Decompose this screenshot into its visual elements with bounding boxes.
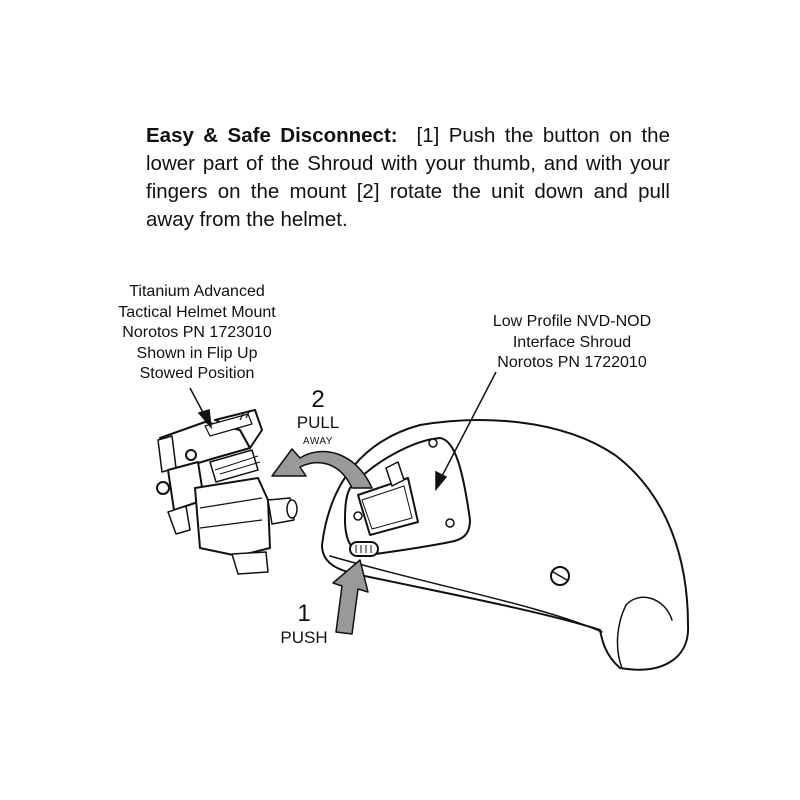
helmet-mount-illustration [157, 410, 297, 574]
mount-label-line: Titanium Advanced [129, 283, 265, 300]
push-step-number: 1 [297, 600, 311, 627]
pull-step-label: PULL [296, 413, 340, 432]
shroud-label-line: Norotos PN 1722010 [497, 354, 647, 371]
shroud-label-line: Interface Shroud [512, 333, 632, 351]
mount-label-line: Stowed Position [139, 365, 255, 382]
pull-away-arrow [272, 449, 372, 488]
release-button-icon [350, 542, 378, 556]
push-step-label: PUSH [280, 628, 328, 647]
pull-step-number: 2 [311, 386, 325, 413]
mount-label-line: Norotos PN 1723010 [122, 324, 272, 341]
pull-away-label: AWAY [303, 436, 333, 447]
shroud-label-line: Low Profile NVD-NOD [492, 313, 652, 330]
mount-label-line: Tactical Helmet Mount [118, 303, 276, 321]
instructions-heading: Easy & Safe Disconnect: [146, 124, 398, 147]
mount-label-line: Shown in Flip Up [136, 344, 258, 362]
instructions-body: [1] Push the button on the lower part of the Shroud with your thumb, and with your fingers on the mount [2] rotate the unit down and pull away from the helmet. [146, 124, 670, 231]
push-arrow [333, 560, 368, 634]
